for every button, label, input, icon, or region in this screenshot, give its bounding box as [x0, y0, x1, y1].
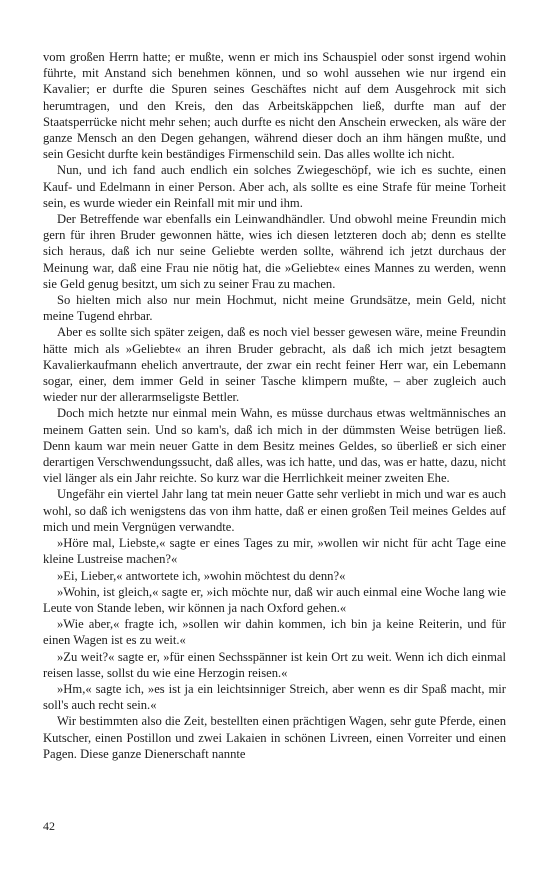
book-page-text: [43, 49, 506, 762]
paragraph-9: »Ei, Lieber,« antwortete ich, »wohin möchtest du denn?«: [57, 568, 346, 583]
paragraph-3: Der Betreffende war ebenfalls ein Leinwandhändler. Und obwohl meine Freundin mich gern für ihren Bruder gewonnen hätte, wies ich diesen letzteren doch ab; denn es stellte sich heraus, daß ich nur seine Geliebte werden sollte, während ich jetzt durchaus der Meinung war, daß eine Frau nie nötig hat, die »Geliebte« eines Mannes zu werden, wenn sie Geld genug besitzt, um sich zu seiner Frau zu machen.: [43, 212, 506, 291]
paragraph-13: »Hm,« sagte ich, »es ist ja ein leichtsinniger Streich, aber wenn es dir Spaß macht, mir soll's auch recht sein.«: [43, 681, 506, 713]
page-number: 42: [43, 819, 55, 833]
paragraph-10: »Wohin, ist gleich,« sagte er, »ich möchte nur, daß wir auch einmal eine Woche lang wie Leute von Stande leben, wir können ja nach Oxford gehen.«: [43, 584, 506, 615]
paragraph-11: »Wie aber,« fragte ich, »sollen wir dahin kommen, ich bin ja keine Reiterin, und für einen Wagen ist es zu weit.«: [43, 617, 506, 648]
paragraph-6: Doch mich hetzte nur einmal mein Wahn, es müsse durchaus etwas weltmännisches an meinem Gatten sein. Und so kam's, daß ich mich in der dümmsten Weise betrügen ließ. Denn kaum war mein neuer Gatte in dem Besitz meines Geldes, so überließ er sich einer derartigen Verschwendungssucht, daß alles, was ich hatte, und das, was er hatte, dazu, nicht viel länger als ein Jahr reichte. So kurz war die Herrlichkeit meiner zweiten Ehe.: [43, 406, 506, 486]
paragraph-1: vom großen Herrn hatte; er mußte, wenn er mich ins Schauspiel oder sonst irgend wohin führte, mit Anstand sich benehmen können, und so wohl aussehen wie nur irgend ein Kavalier; er durfte die Spuren seines Geschäftes nicht auf dem Ausgehrock mit sich herumtragen, und den Kreis, den das Arbeitskäppchen ließ, durfte man auf der Staatsperrücke nicht mehr sehen; auch durfte es nicht den Anschein erwecken, als wäre der ganze Mensch an den Degen gehangen, während dieser doch an ihm hängen mußte, und sein Gesicht durfte kein beständiges Firmenschild sein. Das alles wollte ich nicht.: [43, 50, 506, 162]
paragraph-4: So hielten mich also nur mein Hochmut, nicht meine Grundsätze, mein Geld, nicht meine Tugend ehrbar.: [43, 293, 506, 324]
paragraph-5: Aber es sollte sich später zeigen, daß es noch viel besser gewesen wäre, meine Freundin hätte mich als »Geliebte« an ihren Bruder gebracht, als daß ich mich jetzt besagtem Kavalierkaufmann ehelich anvertraute, der zwar ein recht feiner Herr war, ein Lebemann sogar, einer, dem immer Geld in seiner Tasche klimpern mußte, – aber zugleich auch wieder nur der allerarmseligste Bettler.: [43, 325, 506, 405]
paragraph-7: Ungefähr ein viertel Jahr lang tat mein neuer Gatte sehr verliebt in mich und war es auch wohl, so daß ich wenigstens das von ihm hatte, daß er einen großen Teil meines Geldes auf mich und mein Vergnügen verwandte.: [43, 487, 506, 534]
paragraph-14: Wir bestimmten also die Zeit, bestellten einen prächtigen Wagen, sehr gute Pferde, einen Kutscher, einen Postillon und zwei Lakaien in schönen Livreen, einen Vorreiter und einen Pagen. Diese ganze Dienerschaft nannte: [43, 714, 506, 761]
paragraph-8: »Höre mal, Liebste,« sagte er eines Tages zu mir, »wollen wir nicht für acht Tage eine kleine Lustreise machen?«: [43, 536, 506, 567]
paragraph-2: Nun, und ich fand auch endlich ein solches Zwiegeschöpf, wie ich es suchte, einen Kauf- und Edelmann in einer Person. Aber ach, als sollte es eine Strafe für meine Torheit sein, es wurde wieder ein Reinfall mit mir und ihm.: [43, 163, 506, 210]
paragraph-12: »Zu weit?« sagte er, »für einen Sechsspänner ist kein Ort zu weit. Wenn ich dich einmal reisen lasse, sollst du wie eine Herzogin reisen.«: [43, 649, 506, 680]
